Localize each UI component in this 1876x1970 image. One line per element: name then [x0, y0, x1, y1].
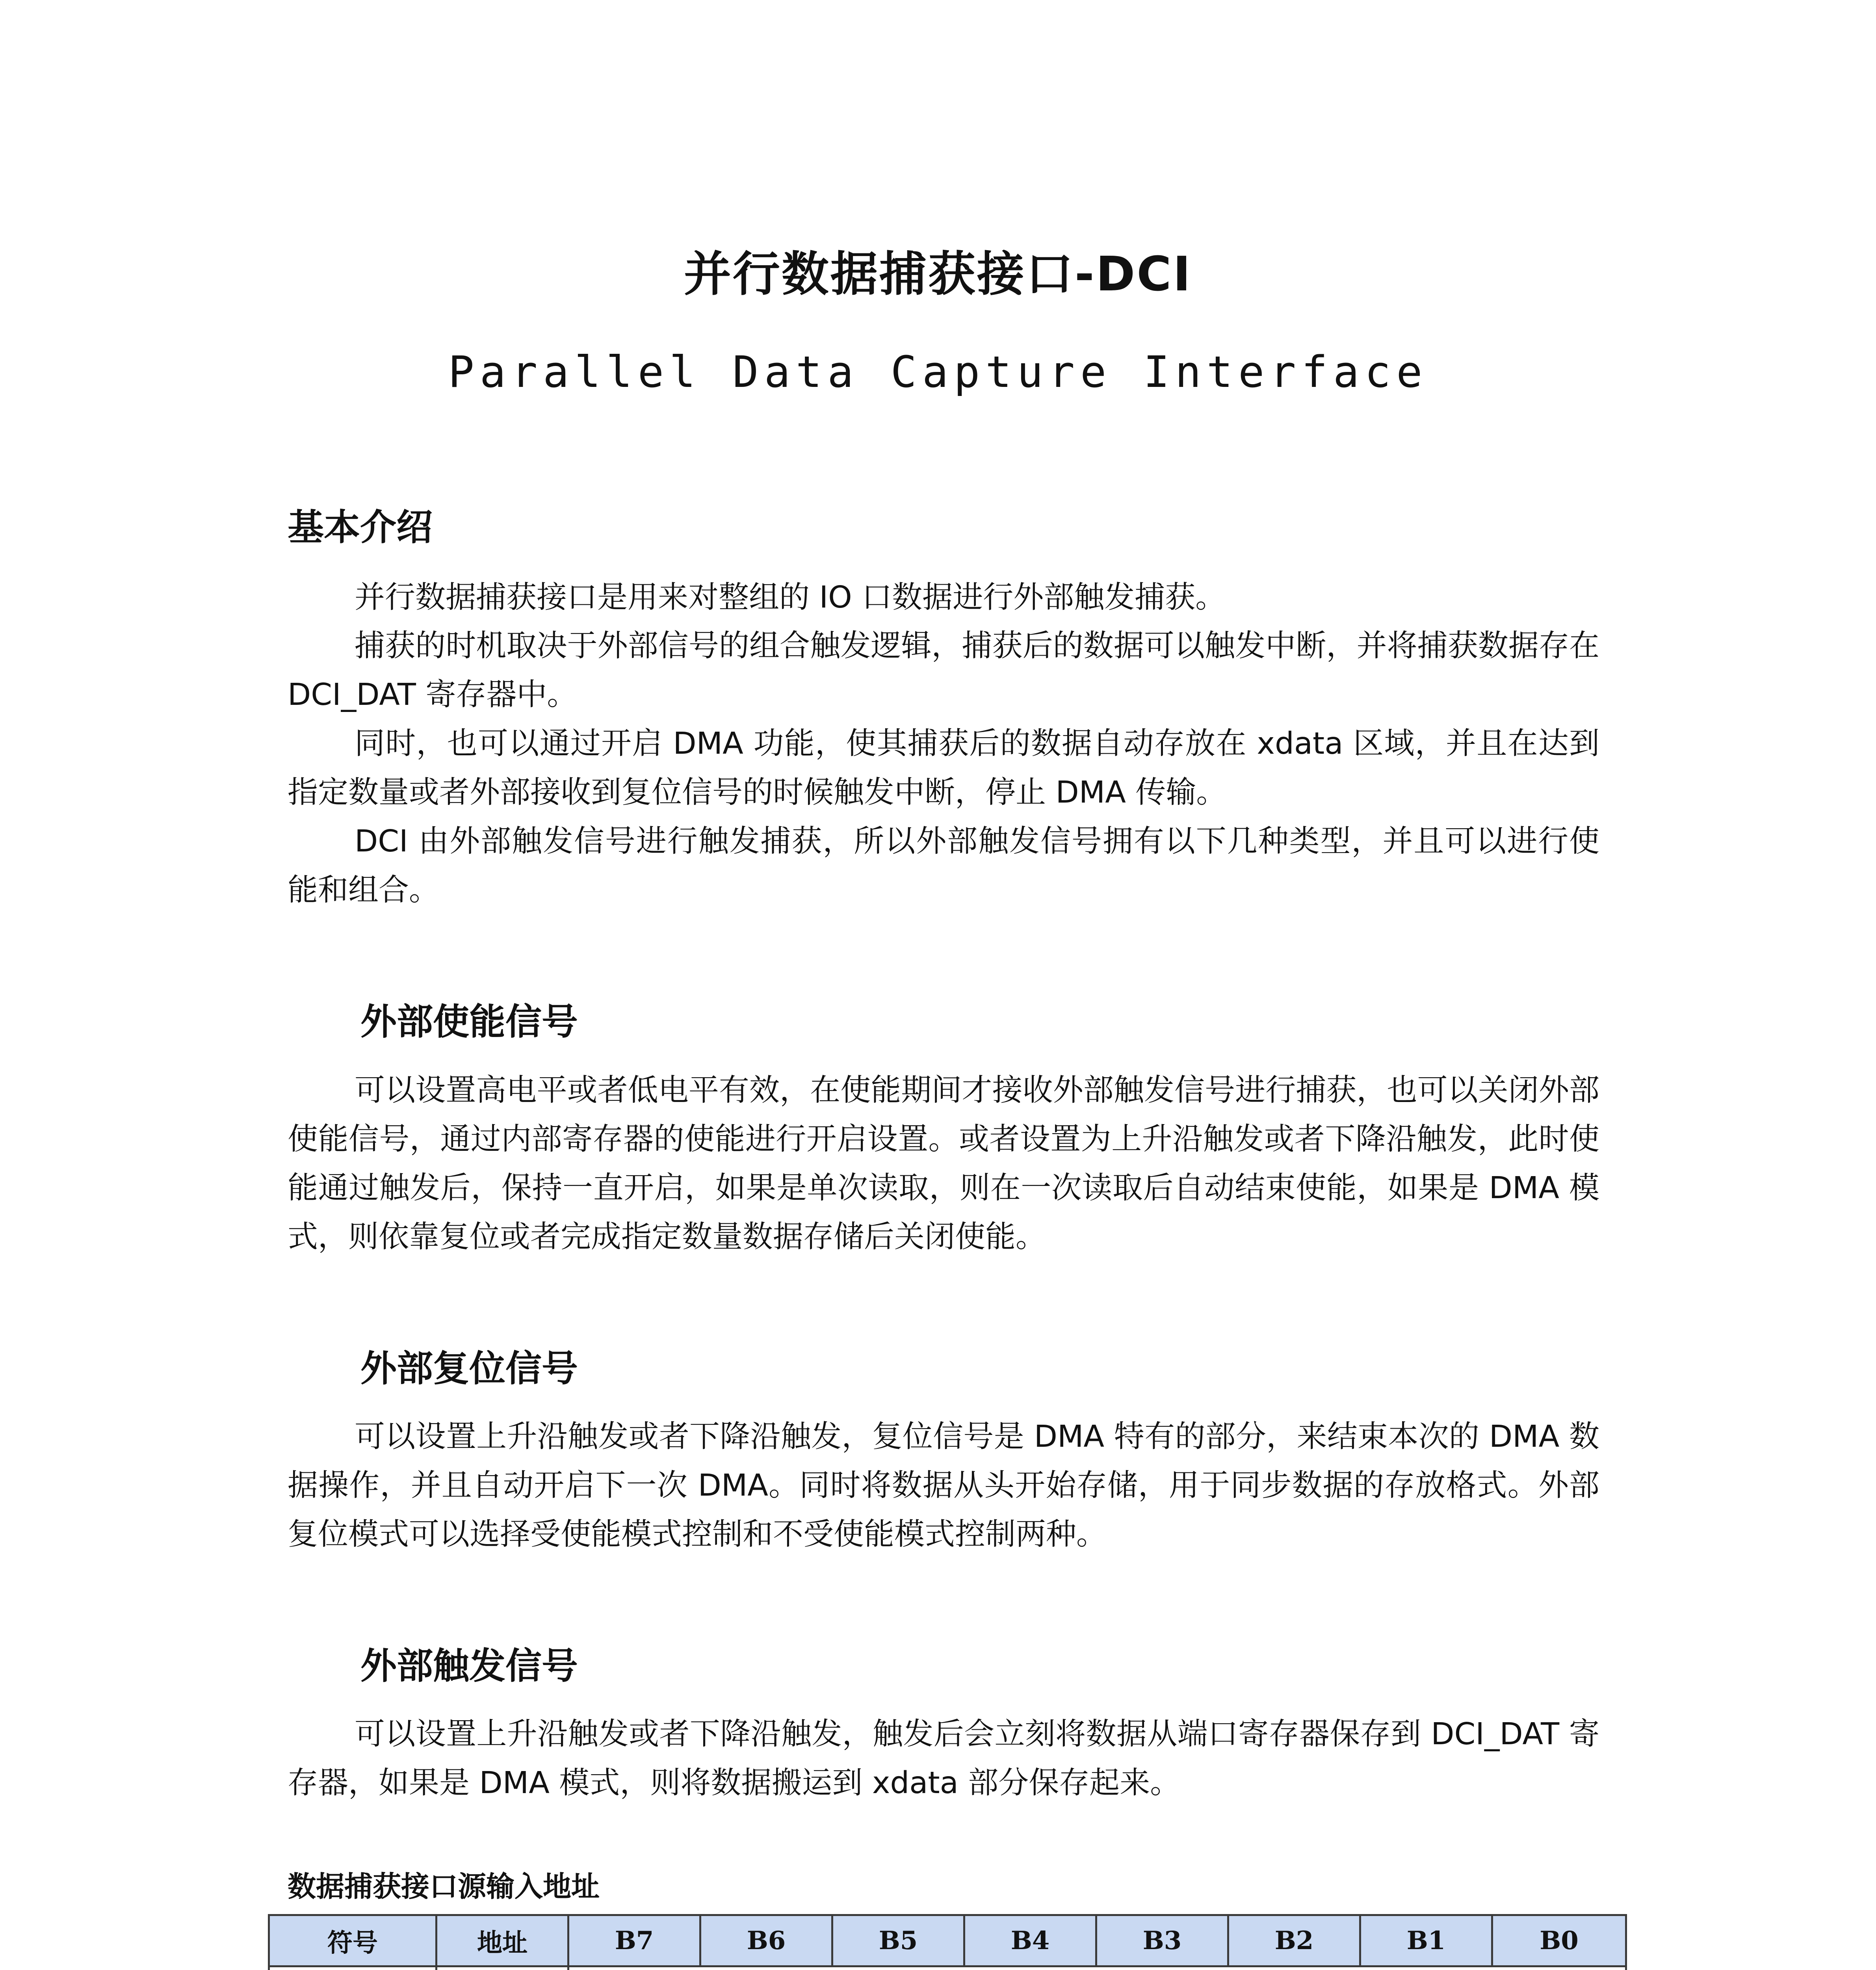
- intro-paragraph: 同时，也可以通过开启 DMA 功能，使其捕获后的数据自动存放在 xdata 区域，并且在达到指定数量或者外部接收到复位信号的时候触发中断，停止 DMA 传输。: [288, 726, 1599, 810]
- table-header-cell: B5: [832, 1915, 964, 1966]
- intro-paragraph: 并行数据捕获接口是用来对整组的 IO 口数据进行外部触发捕获。: [355, 580, 1226, 615]
- table-row: [269, 1966, 1626, 1970]
- addr-table-caption: 数据捕获接口源输入地址: [288, 1870, 600, 1903]
- trigger-signal-paragraph: 可以设置上升沿触发或者下降沿触发，触发后会立刻将数据从端口寄存器保存到 DCI_DAT 寄存器，如果是 DMA 模式，则将数据搬运到 xdata 部分保存起来。: [288, 1717, 1599, 1801]
- intro-paragraph: 捕获的时机取决于外部信号的组合触发逻辑，捕获后的数据可以触发中断，并将捕获数据存在 DCI_DAT 寄存器中。: [288, 628, 1599, 712]
- addr-register-table: [268, 1914, 1627, 1970]
- table-header-cell: B6: [700, 1915, 832, 1966]
- trigger-signal-heading: 外部触发信号: [360, 1645, 578, 1687]
- table-header-cell: 符号: [269, 1915, 436, 1966]
- document-subtitle: Parallel Data Capture Interface: [448, 347, 1428, 397]
- table-header-cell: B0: [1492, 1915, 1626, 1966]
- table-header-cell: B2: [1228, 1915, 1360, 1966]
- reset-signal-paragraph: 可以设置上升沿触发或者下降沿触发，复位信号是 DMA 特有的部分，来结束本次的 DMA 数据操作，并且自动开启下一次 DMA。同时将数据从头开始存储，用于同步数据的存放格式。外部复位模式可以选择受使能模式控制和不受使能模式控制两种。: [288, 1419, 1599, 1552]
- table-header-cell: B7: [568, 1915, 700, 1966]
- table-header-cell: 地址: [436, 1915, 568, 1966]
- table-header-cell: B1: [1360, 1915, 1492, 1966]
- register-field: [568, 1966, 1626, 1970]
- enable-signal-heading: 外部使能信号: [360, 1001, 578, 1043]
- register-symbol: [269, 1966, 436, 1970]
- reset-signal-heading: 外部复位信号: [360, 1347, 578, 1390]
- table-header-row: [269, 1915, 1626, 1966]
- enable-signal-paragraph: 可以设置高电平或者低电平有效，在使能期间才接收外部触发信号进行捕获，也可以关闭外部使能信号，通过内部寄存器的使能进行开启设置。或者设置为上升沿触发或者下降沿触发，此时使能通过触发后，保持一直开启，如果是单次读取，则在一次读取后自动结束使能，如果是 DMA 模式，则依靠复位或者完成指定数量数据存储后关闭使能。: [288, 1073, 1599, 1254]
- register-address: [436, 1966, 568, 1970]
- intro-heading: 基本介绍: [288, 506, 433, 548]
- intro-paragraph: DCI 由外部触发信号进行触发捕获，所以外部触发信号拥有以下几种类型，并且可以进行使能和组合。: [288, 824, 1599, 908]
- document-title: 并行数据捕获接口-DCI: [684, 247, 1192, 302]
- table-header-cell: B4: [964, 1915, 1096, 1966]
- table-header-cell: B3: [1096, 1915, 1228, 1966]
